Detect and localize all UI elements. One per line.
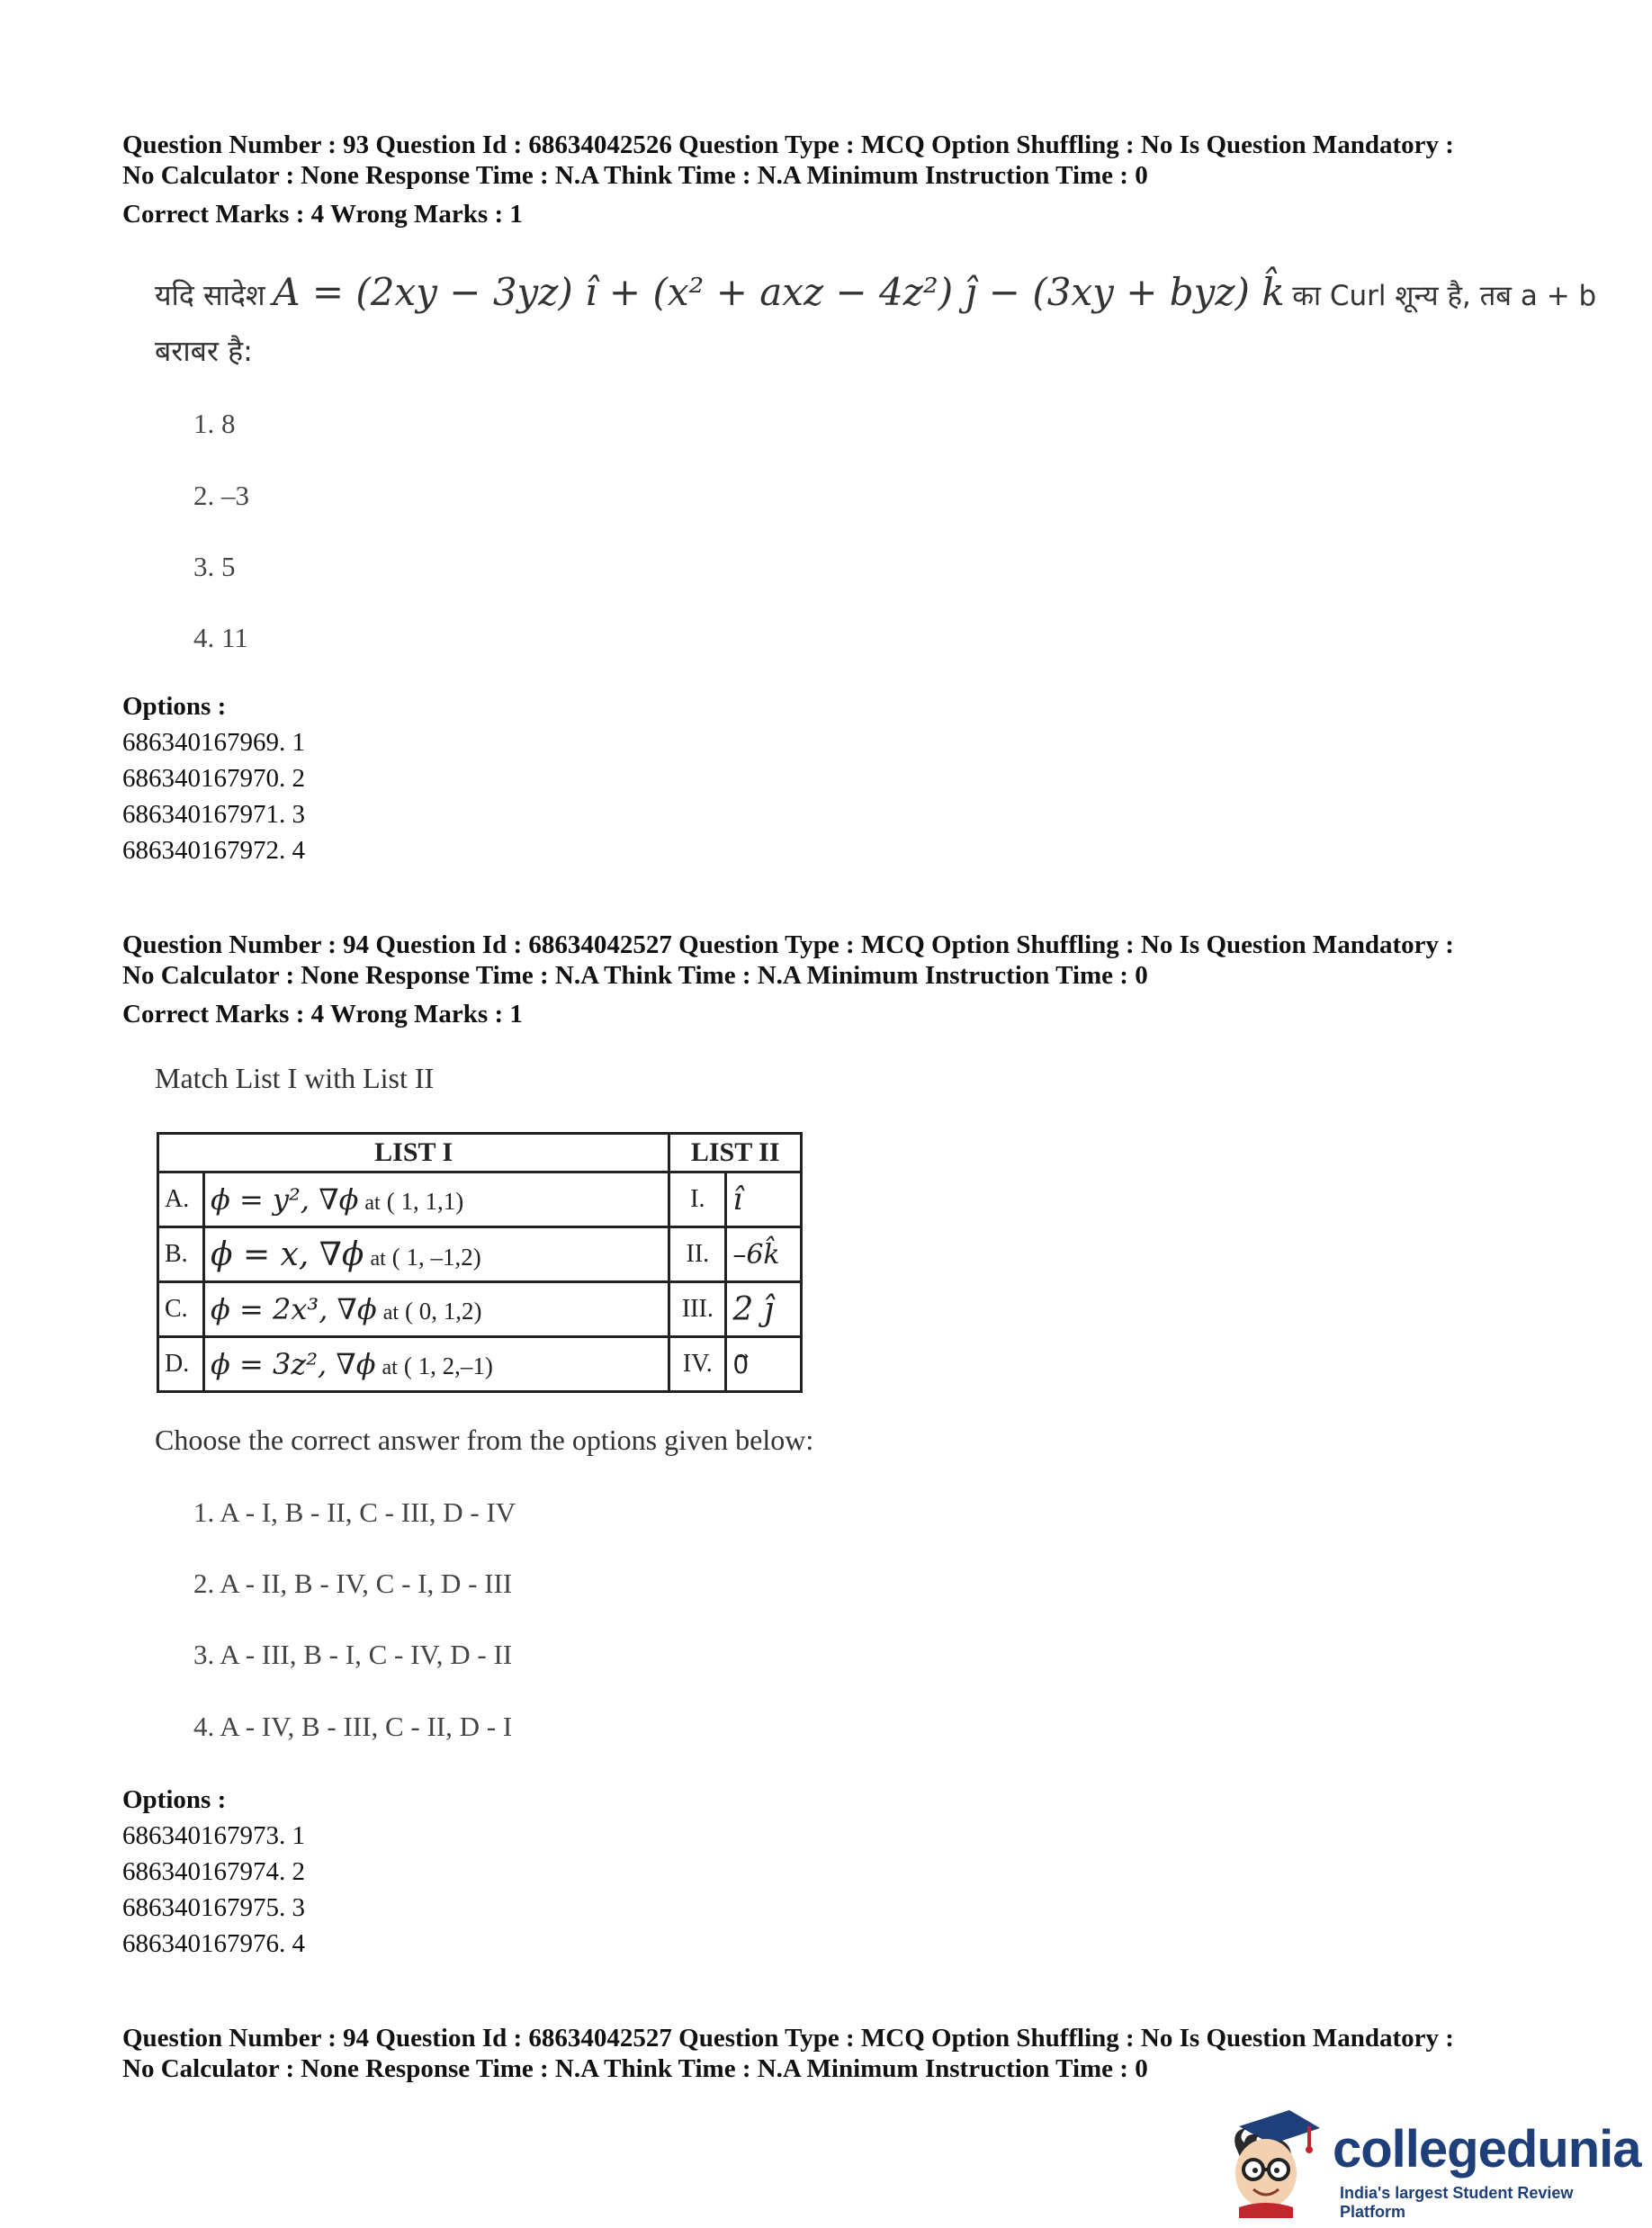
q94b-header-line1: Question Number : 94 Question Id : 68634042527 Question Type : MCQ Option Shuffling : No Is Question Mandatory : <box>122 2024 1454 2053</box>
row-label: C. <box>158 1282 204 1337</box>
q93-choice-2: 2. –3 <box>193 480 249 511</box>
q93-option-3: 686340167971. 3 <box>122 800 305 829</box>
q93-formula: A = (2xy − 3yz) î + (x² + axz − 4z²) ĵ − (3xy + byz) k̂ <box>273 270 1285 314</box>
row-expression: ϕ = 3z², ∇ϕ at ( 1, 2,–1) <box>204 1337 669 1392</box>
q94-choice-3: 3. A - III, B - I, C - IV, D - II <box>193 1639 513 1670</box>
q93-text-prefix: यदि सादेश <box>155 278 265 312</box>
row-label: A. <box>158 1172 204 1227</box>
row-roman: IV. <box>669 1337 726 1392</box>
q94-option-4: 686340167976. 4 <box>122 1929 305 1958</box>
row-value: 0⃗ <box>726 1337 802 1392</box>
mascot-icon <box>1219 2101 1327 2218</box>
q93-header-line1: Question Number : 93 Question Id : 68634042526 Question Type : MCQ Option Shuffling : No Is Question Mandatory : <box>122 130 1454 159</box>
table-row <box>158 1172 802 1227</box>
logo-name: collegedunia <box>1333 2120 1641 2179</box>
logo-tagline: India's largest Student Review Platform <box>1340 2184 1574 2221</box>
list2-header: LIST II <box>669 1134 802 1172</box>
row-roman: II. <box>669 1227 726 1282</box>
q94-marks: Correct Marks : 4 Wrong Marks : 1 <box>122 1000 523 1029</box>
q94-intro: Match List I with List II <box>155 1062 435 1094</box>
q93-option-4: 686340167972. 4 <box>122 836 305 865</box>
row-value: –6k̂ <box>726 1227 802 1282</box>
q93-choice-4: 4. 11 <box>193 622 248 653</box>
q93-choice-3: 3. 5 <box>193 551 236 582</box>
list1-header: LIST I <box>158 1134 669 1172</box>
row-value: 2 ĵ <box>726 1282 802 1337</box>
collegedunia-logo <box>1219 2101 1641 2221</box>
row-roman: I. <box>669 1172 726 1227</box>
row-value: î <box>726 1172 802 1227</box>
q94-option-3: 686340167975. 3 <box>122 1893 305 1922</box>
q94-option-2: 686340167974. 2 <box>122 1857 305 1886</box>
q93-text-middle: का Curl शून्य है, तब a + b <box>1292 280 1597 312</box>
q93-options-label: Options : <box>122 692 227 721</box>
q94-instruction: Choose the correct answer from the options given below: <box>155 1424 814 1456</box>
row-expression: ϕ = x, ∇ϕ at ( 1, –1,2) <box>204 1227 669 1282</box>
row-roman: III. <box>669 1282 726 1337</box>
q94-header-line1: Question Number : 94 Question Id : 68634042527 Question Type : MCQ Option Shuffling : No Is Question Mandatory : <box>122 930 1454 959</box>
q94-choice-4: 4. A - IV, B - III, C - II, D - I <box>193 1711 513 1742</box>
q94-choice-1: 1. A - I, B - II, C - III, D - IV <box>193 1496 516 1528</box>
row-expression: ϕ = y², ∇ϕ at ( 1, 1,1) <box>204 1172 669 1227</box>
q94b-header-line2: No Calculator : None Response Time : N.A Think Time : N.A Minimum Instruction Time : 0 <box>122 2054 1148 2083</box>
q94-option-1: 686340167973. 1 <box>122 1821 305 1850</box>
q94-options-label: Options : <box>122 1785 227 1814</box>
row-label: D. <box>158 1337 204 1392</box>
q93-header-line2: No Calculator : None Response Time : N.A Think Time : N.A Minimum Instruction Time : 0 <box>122 161 1148 190</box>
match-table <box>157 1132 803 1393</box>
table-row <box>158 1282 802 1337</box>
row-label: B. <box>158 1227 204 1282</box>
q94-header-line2: No Calculator : None Response Time : N.A Think Time : N.A Minimum Instruction Time : 0 <box>122 961 1148 990</box>
table-row <box>158 1227 802 1282</box>
q93-choice-1: 1. 8 <box>193 408 236 439</box>
q93-question-line2: बराबर है: <box>155 334 253 368</box>
q93-question-line1 <box>155 270 1596 314</box>
q93-option-2: 686340167970. 2 <box>122 764 305 793</box>
q93-option-1: 686340167969. 1 <box>122 728 305 757</box>
table-row <box>158 1337 802 1392</box>
q94-choice-2: 2. A - II, B - IV, C - I, D - III <box>193 1568 513 1599</box>
q93-marks: Correct Marks : 4 Wrong Marks : 1 <box>122 200 523 229</box>
row-expression: ϕ = 2x³, ∇ϕ at ( 0, 1,2) <box>204 1282 669 1337</box>
table-header-row <box>158 1134 802 1172</box>
